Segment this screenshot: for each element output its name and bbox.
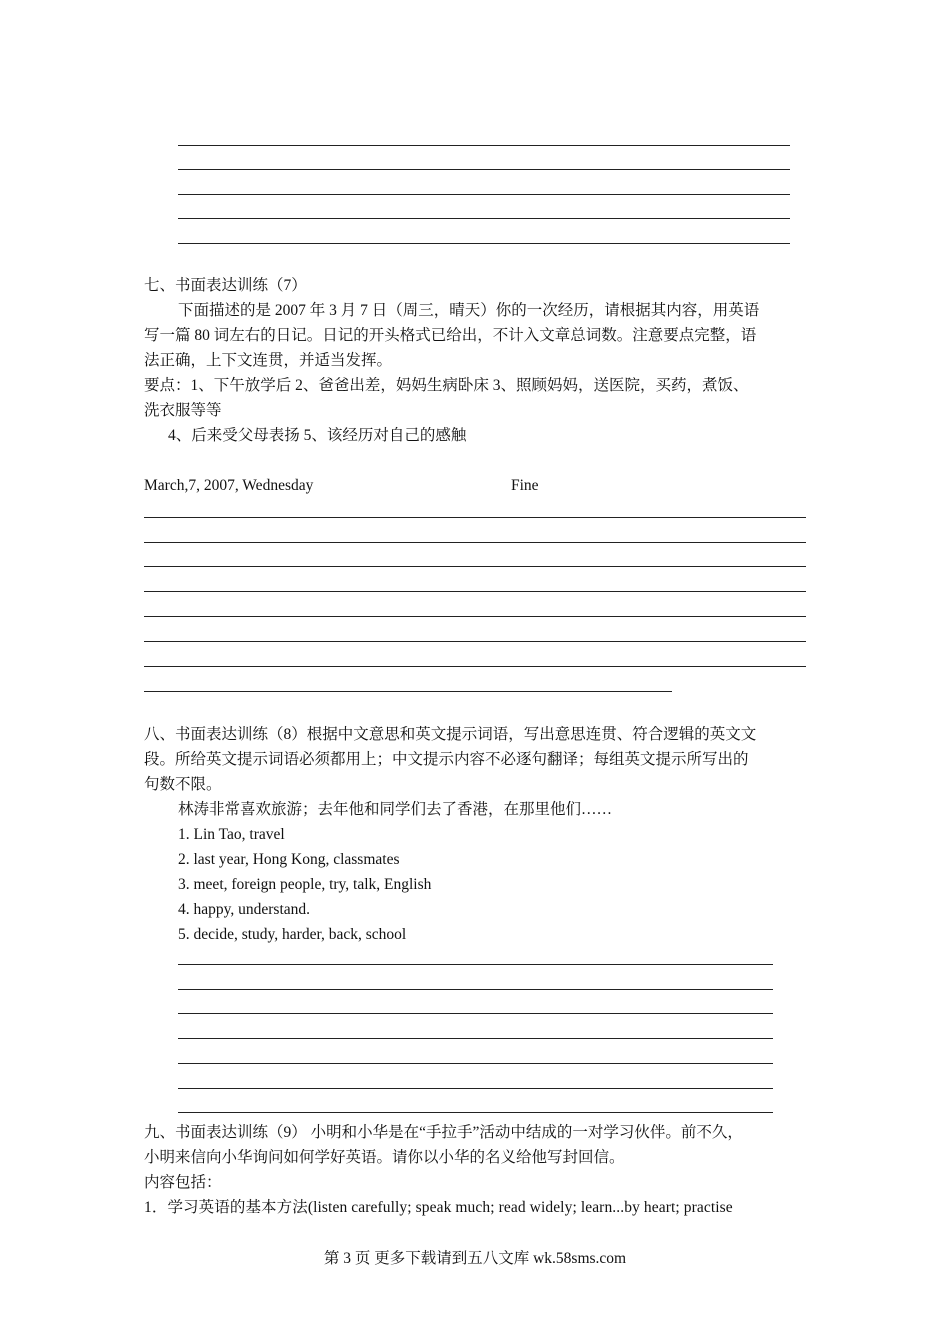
answer-line <box>144 641 806 642</box>
section-7-heading: 七、书面表达训练（7） <box>144 277 307 294</box>
section-7-intro-line-3: 法正确，上下文连贯，并适当发挥。 <box>144 352 393 369</box>
answer-line <box>144 691 672 692</box>
section-9-heading-line-2: 小明来信向小华询问如何学好英语。请你以小华的名义给他写封回信。 <box>144 1149 625 1166</box>
answer-line <box>178 145 790 146</box>
answer-line <box>144 517 806 518</box>
section-7-intro-line-2: 写一篇 80 词左右的日记。日记的开头格式已给出，不计入文章总词数。注意要点完整，语 <box>144 327 757 344</box>
answer-line <box>144 591 806 592</box>
section-8-heading-line-1: 八、书面表达训练（8）根据中文意思和英文提示词语，写出意思连贯、符合逻辑的英文文 <box>144 726 757 743</box>
answer-line <box>178 964 773 965</box>
answer-line <box>178 243 790 244</box>
answer-line <box>144 566 806 567</box>
answer-line <box>144 542 806 543</box>
answer-line <box>178 1088 773 1089</box>
section-9-item-1: 1．学习英语的基本方法(listen carefully; speak much; read widely; learn...by heart; practise <box>144 1199 733 1216</box>
section-7-points-line-2: 洗衣服等等 <box>144 402 222 419</box>
diary-weather: Fine <box>511 477 539 494</box>
section-7-intro-line-1: 下面描述的是 2007 年 3 月 7 日（周三，晴天）你的一次经历，请根据其内容，用英语 <box>178 302 760 319</box>
answer-line <box>178 1063 773 1064</box>
section-8-heading-line-2: 段。所给英文提示词语必须都用上；中文提示内容不必逐句翻译；每组英文提示所写出的 <box>144 751 749 768</box>
section-9-content-label: 内容包括： <box>144 1174 222 1191</box>
hint-item: 3. meet, foreign people, try, talk, English <box>178 876 432 893</box>
answer-line <box>178 1013 773 1014</box>
answer-line <box>178 194 790 195</box>
section-8-heading-line-3: 句数不限。 <box>144 776 222 793</box>
answer-line <box>178 169 790 170</box>
answer-line <box>178 1038 773 1039</box>
section-7-points-line-1: 要点：1、下午放学后 2、爸爸出差，妈妈生病卧床 3、照顾妈妈，送医院，买药，煮饭、 <box>144 377 749 394</box>
page-footer: 第 3 页 更多下载请到五八文库 wk.58sms.com <box>323 1250 627 1267</box>
answer-line <box>178 989 773 990</box>
diary-date: March,7, 2007, Wednesday <box>144 477 314 494</box>
section-8-prompt: 林涛非常喜欢旅游；去年他和同学们去了香港，在那里他们…… <box>178 801 613 818</box>
answer-line <box>178 218 790 219</box>
section-9-heading-line-1: 九、书面表达训练（9） 小明和小华是在“手拉手”活动中结成的一对学习伙伴。前不久， <box>144 1124 743 1141</box>
hint-item: 2. last year, Hong Kong, classmates <box>178 851 400 868</box>
answer-line <box>144 666 806 667</box>
hint-item: 5. decide, study, harder, back, school <box>178 926 407 943</box>
hint-item: 4. happy, understand. <box>178 901 311 918</box>
answer-line <box>144 616 806 617</box>
answer-line <box>178 1112 773 1113</box>
section-7-points-line-3: 4、后来受父母表扬 5、该经历对自己的感触 <box>168 427 467 444</box>
hint-item: 1. Lin Tao, travel <box>178 826 285 843</box>
